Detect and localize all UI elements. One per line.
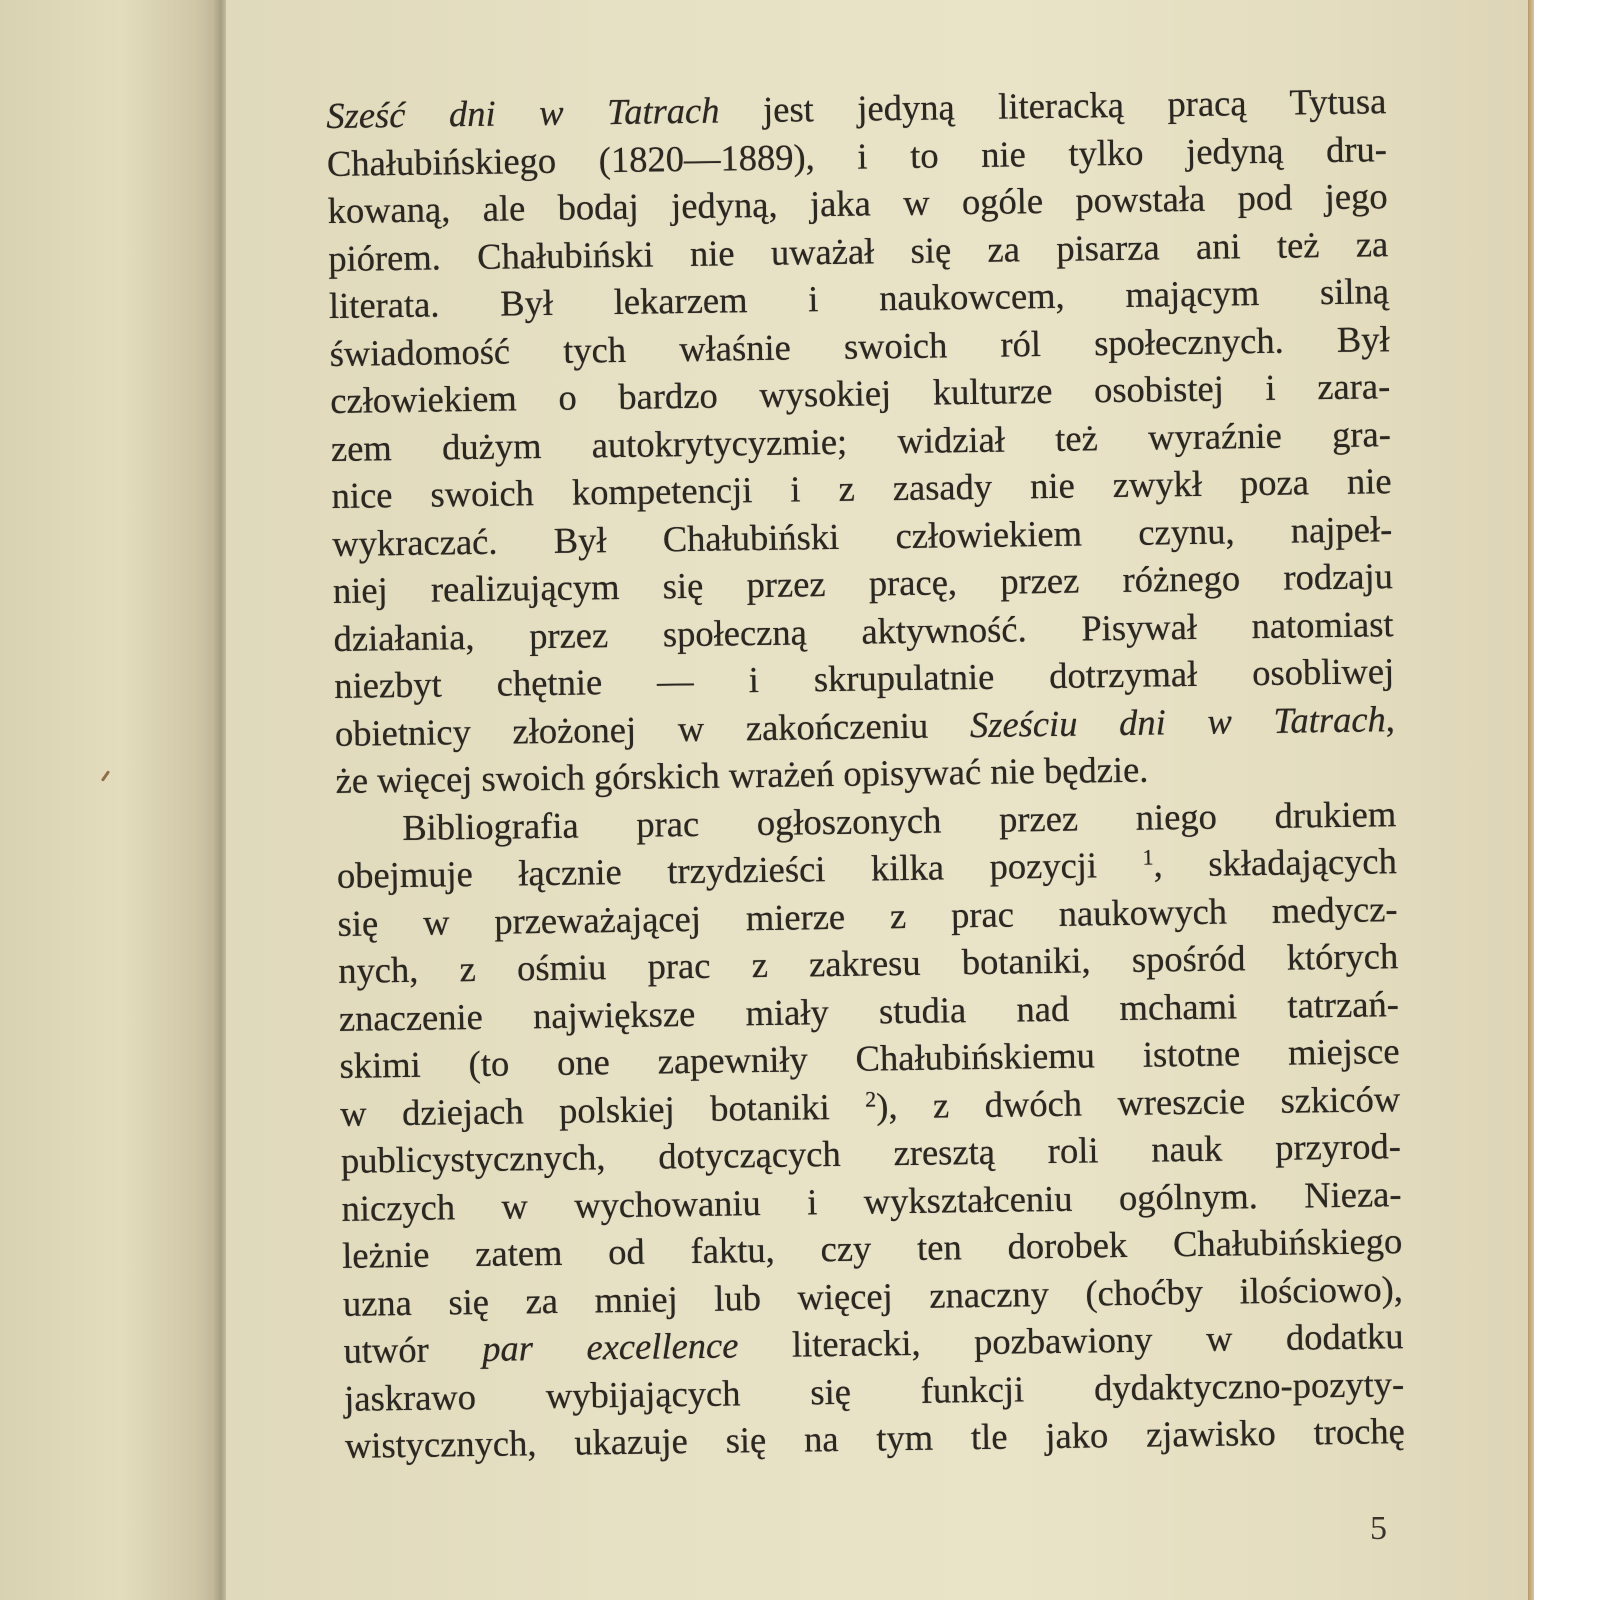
text-line: działania, przez społeczną aktywność. Pisywał natomiast [333, 602, 1394, 659]
left-page-edge [0, 0, 222, 1600]
page-number: 5 [1370, 1510, 1387, 1547]
text-line: kowaną, ale bodaj jedyną, jaka w ogóle powstała pod jego [327, 175, 1388, 231]
text-line: niczych w wychowaniu i wykształceniu ogólnym. Nieza- [341, 1172, 1402, 1229]
text-line: obejmuje łącznie trzydzieści kilka pozycji $^1$, składających [336, 840, 1398, 896]
page-text [326, 77, 1405, 1469]
text-line: zem dużym autokrytycyzmie; widział też wyraźnie gra- [330, 412, 1392, 469]
italic-phrase: par excellence [481, 1324, 739, 1369]
footnote-marker: 1 [1142, 844, 1154, 870]
italic-title: Sześć dni w Tatrach [326, 89, 720, 136]
text-line: obietnicy złożonej w zakończeniu Sześciu dni w Tatrach, [334, 697, 1396, 754]
text-line: Chałubińskiego (1820—1889), i to nie tylko jedyną dru- [326, 127, 1388, 184]
text-line: jaskrawo wybijających się funkcji dydaktyczno-pozyty- [343, 1362, 1405, 1419]
text-line: Sześć dni w Tatrach jest jedyną literacką pracą Tytusa [326, 80, 1387, 136]
text-line: że więcej swoich górskich wrażeń opisywać nie będzie. [335, 748, 1149, 801]
text-line: skimi (to one zapewniły Chałubińskiemu istotne miejsce [339, 1030, 1400, 1086]
page-edge [1528, 0, 1534, 1600]
text-line: znaczenie największe miały studia nad mchami tatrzań- [338, 982, 1400, 1039]
text-line: człowiekiem o bardzo wysokiej kulturze osobistej i zara- [330, 365, 1391, 421]
text-line: niezbyt chętnie — i skrupulatnie dotrzymał osobliwej [334, 650, 1395, 706]
paragraph-2 [336, 790, 1405, 1470]
text-line: świadomość tych właśnie swoich ról społecznych. Był [329, 317, 1390, 374]
text-line: Bibliografia prac ogłoszonych przez niego drukiem [401, 792, 1397, 848]
text-line: niej realizującym się przez pracę, przez różnego rodzaju [332, 555, 1394, 611]
text-line: utwór par excellence literacki, pozbawiony w dodatku [343, 1315, 1404, 1371]
text-line: leżnie zatem od faktu, czy ten dorobek Chałubińskiego [341, 1220, 1403, 1276]
text-line: piórem. Chałubiński nie uważał się za pisarza ani też za [328, 222, 1389, 279]
text-line: się w przeważającej mierze z prac naukowych medycz- [337, 887, 1398, 944]
text-line: publicystycznych, dotyczących zresztą roli nauk przyrod- [340, 1125, 1402, 1181]
text-line: wykraczać. Był Chałubiński człowiekiem czynu, najpeł- [332, 507, 1393, 564]
text-line: nice swoich kompetencji i z zasady nie zwykł poza nie [331, 460, 1392, 516]
text-line: wistycznych, ukazuje się na tym tle jako zjawisko trochę [344, 1410, 1406, 1466]
footnote-marker: 2 [864, 1085, 877, 1112]
text-line: w dziejach polskiej botaniki $^2$), z dwóch wreszcie szkiców [339, 1077, 1401, 1134]
text-line: literata. Był lekarzem i naukowcem, mającym silną [328, 270, 1390, 326]
text-line: uzna się za mniej lub więcej znaczny (choćby ilościowo), [342, 1267, 1404, 1324]
paper-speck [101, 770, 110, 782]
paragraph-1 [326, 77, 1396, 804]
italic-title: Sześciu dni w Tatrach [969, 697, 1387, 745]
text-line: nych, z ośmiu prac z zakresu botaniki, spośród których [337, 935, 1399, 991]
